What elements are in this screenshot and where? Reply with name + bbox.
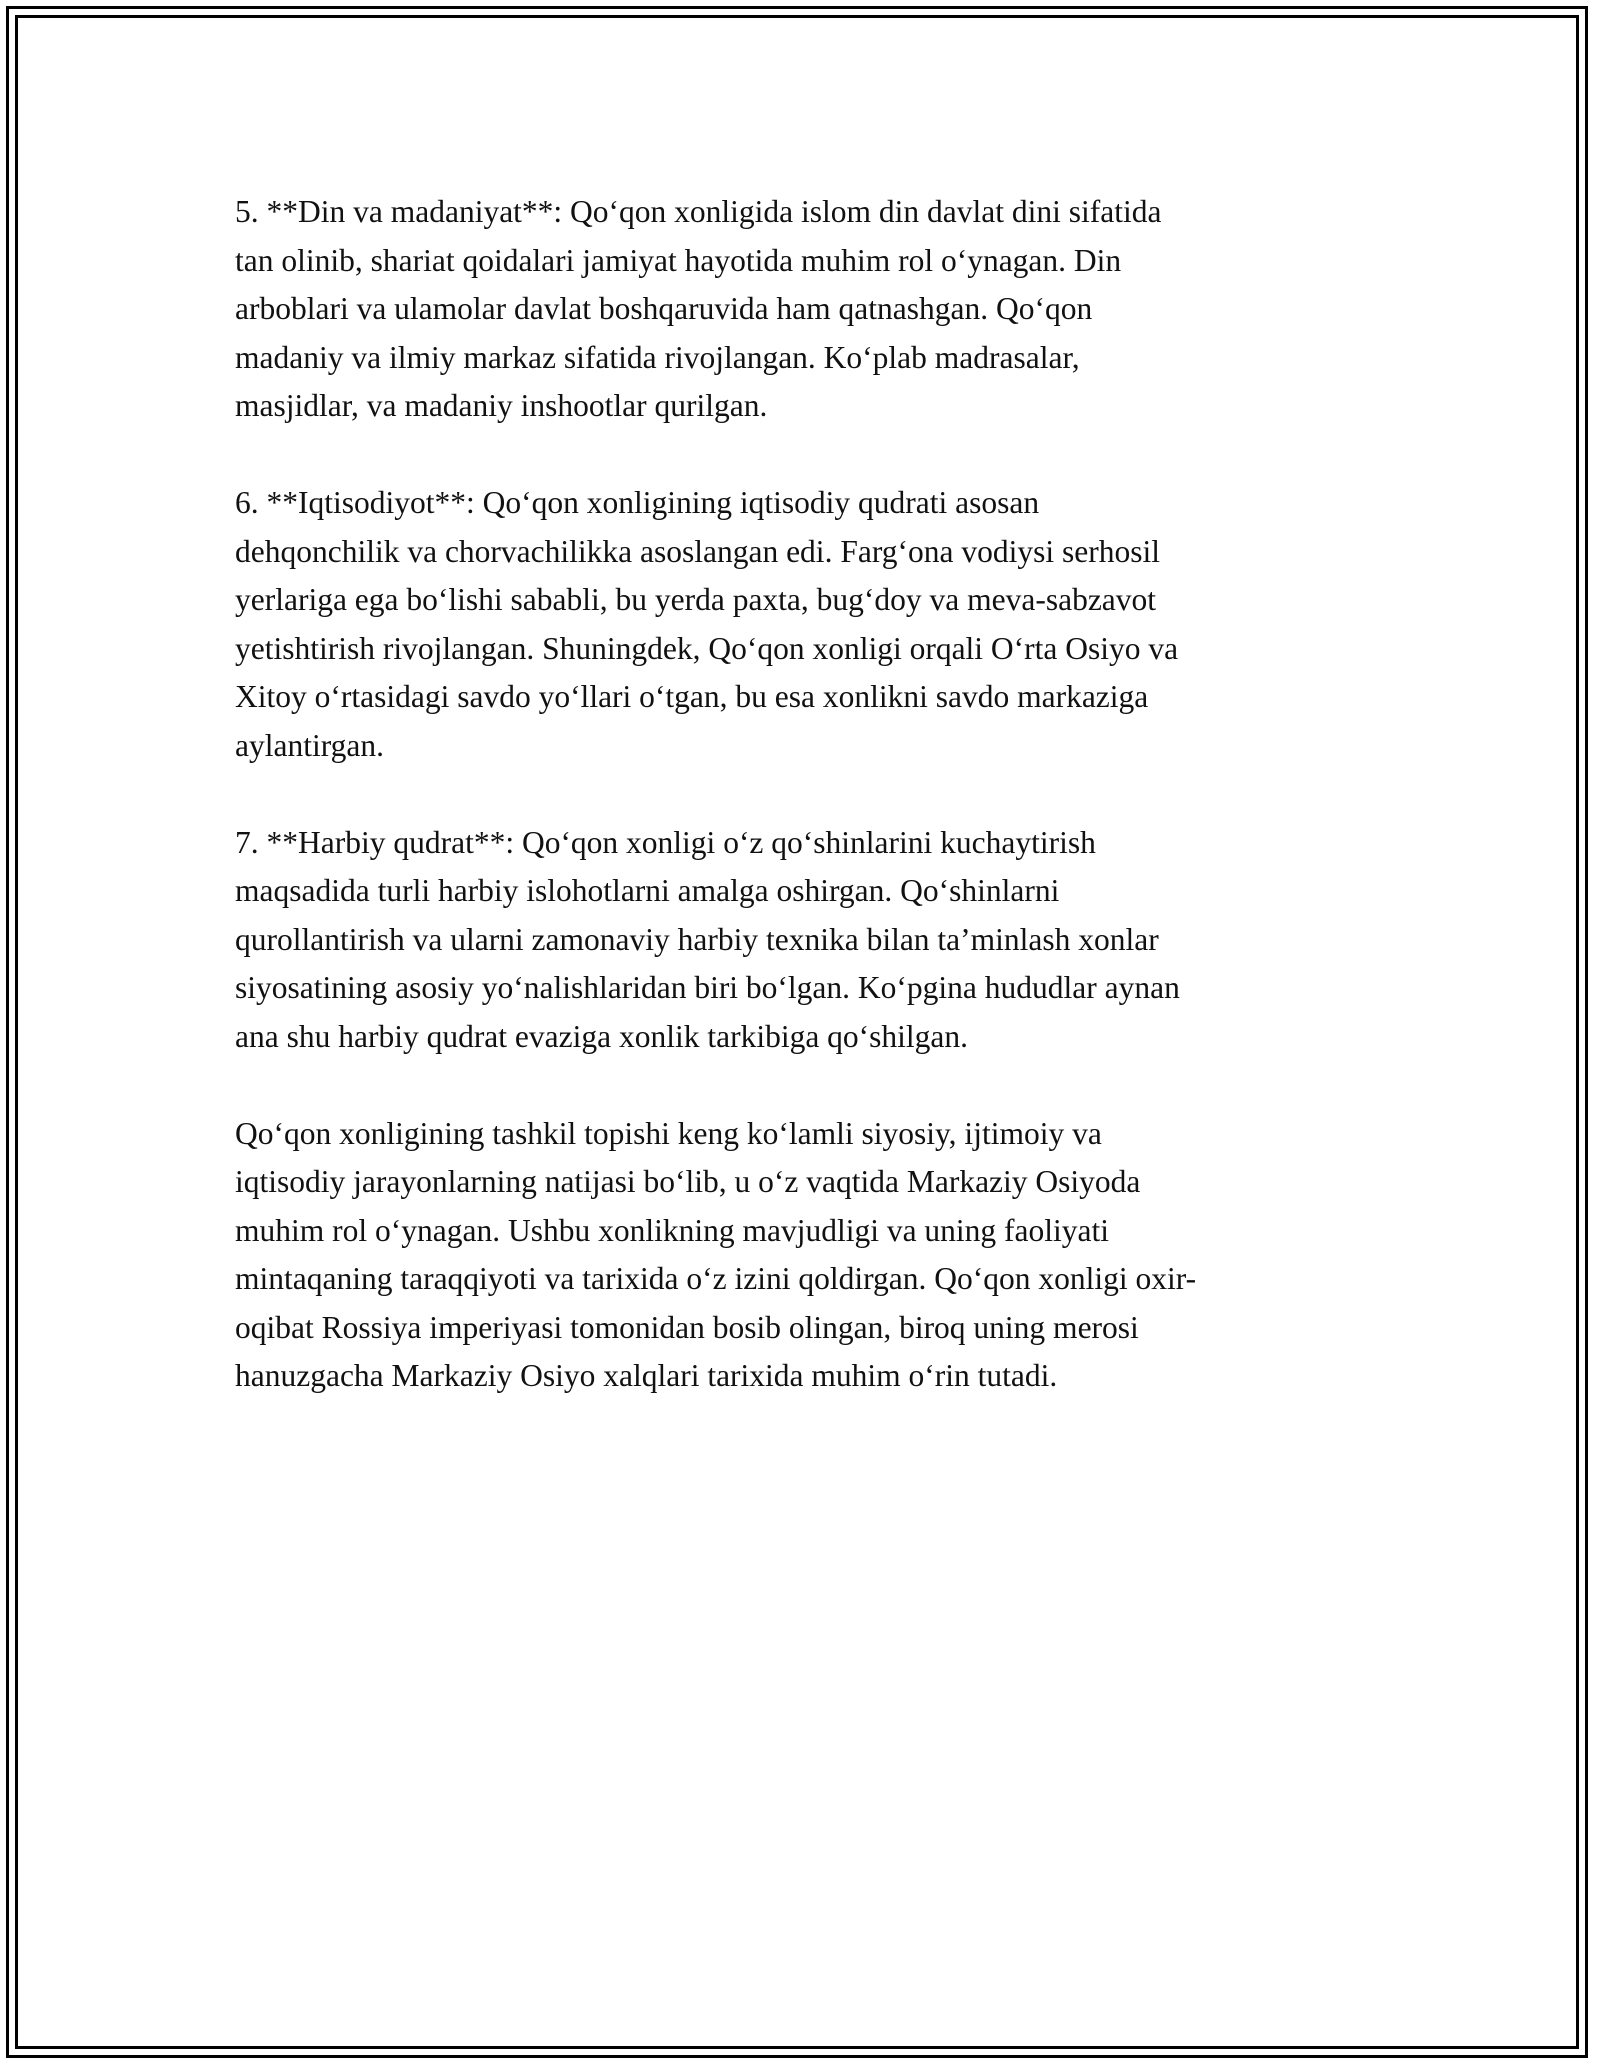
paragraph-conclusion: Qo‘qon xonligining tashkil topishi keng ko‘lamli siyosiy, ijtimoiy va iqtisodiy jarayonlarning natijasi bo‘lib, u o‘z vaqtida Markaziy Osiyoda muhim rol o‘ynagan. Ushbu xonlikning mavjudligi va uning faoliyati mintaqaning taraqqiyoti va tarixida o‘z izini qoldirgan. Qo‘qon xonligi oxir- oqibat Rossiya imperiyasi tomonidan bosib olingan, biroq uning merosi hanuzgacha Markaziy Osiyo xalqlari tarixida muhim o‘rin tutadi.: [235, 1115, 1197, 1393]
document-body: [235, 188, 1365, 1449]
paragraph-din-va-madaniyat: 5. **Din va madaniyat**: Qo‘qon xonligida islom din davlat dini sifatida tan olinib, shariat qoidalari jamiyat hayotida muhim rol o‘ynagan. Din arboblari va ulamolar davlat boshqaruvida ham qatnashgan. Qo‘qon madaniy va ilmiy markaz sifatida rivojlangan. Ko‘plab madrasalar, masjidlar, va madaniy inshootlar qurilgan.: [235, 194, 1162, 423]
paragraph-iqtisodiyot: 6. **Iqtisodiyot**: Qo‘qon xonligining iqtisodiy qudrati asosan dehqonchilik va chorvachilikka asoslangan edi. Farg‘ona vodiysi serhosil yerlariga ega bo‘lishi sababli, bu yerda paxta, bug‘doy va meva-sabzavot yetishtirish rivojlangan. Shuningdek, Qo‘qon xonligi orqali O‘rta Osiyo va Xitoy o‘rtasidagi savdo yo‘llari o‘tgan, bu esa xonlikni savdo markaziga aylantirgan.: [235, 485, 1179, 763]
paragraph-harbiy-qudrat: 7. **Harbiy qudrat**: Qo‘qon xonligi o‘z qo‘shinlarini kuchaytirish maqsadida turli harbiy islohotlarni amalga oshirgan. Qo‘shinlarni qurollantirish va ularni zamonaviy harbiy texnika bilan ta’minlash xonlar siyosatining asosiy yo‘nalishlaridan biri bo‘lgan. Ko‘pgina hududlar aynan ana shu harbiy qudrat evaziga xonlik tarkibiga qo‘shilgan.: [235, 824, 1180, 1054]
